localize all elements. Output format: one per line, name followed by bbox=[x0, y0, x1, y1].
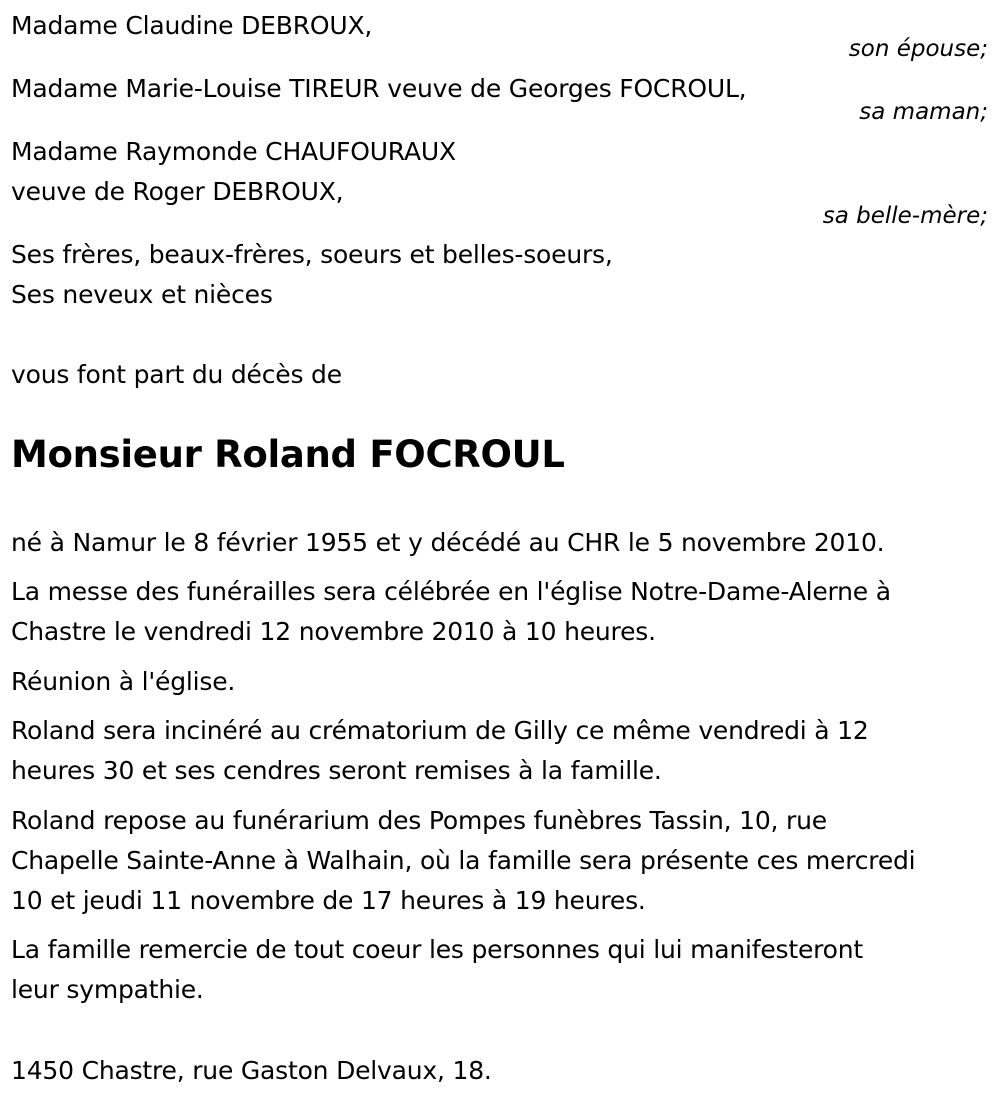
mother-role: sa maman; bbox=[859, 99, 988, 125]
announcement-intro: vous font part du décès de bbox=[11, 360, 342, 389]
mother-name: Madame Marie-Louise TIREUR veuve de Georges FOCROUL, bbox=[11, 74, 747, 103]
funeral-home-line-3: 10 et jeudi 11 novembre de 17 heures à 19 heures. bbox=[11, 886, 646, 915]
meeting-line: Réunion à l'église. bbox=[11, 667, 236, 696]
funeral-home-line-2: Chapelle Sainte-Anne à Walhain, où la famille sera présente ces mercredi bbox=[11, 846, 916, 875]
mother-in-law-widow-of: veuve de Roger DEBROUX, bbox=[11, 177, 344, 206]
cremation-line-2: heures 30 et ses cendres seront remises à la famille. bbox=[11, 756, 662, 785]
birth-death-line: né à Namur le 8 février 1955 et y décédé au CHR le 5 novembre 2010. bbox=[11, 528, 885, 557]
family-address: 1450 Chastre, rue Gaston Delvaux, 18. bbox=[11, 1056, 492, 1085]
thanks-line-1: La famille remercie de tout coeur les personnes qui lui manifesteront bbox=[11, 935, 864, 964]
mass-line-2: Chastre le vendredi 12 novembre 2010 à 10 heures. bbox=[11, 617, 656, 646]
siblings-line: Ses frères, beaux-frères, soeurs et belles-soeurs, bbox=[11, 240, 613, 269]
cremation-line-1: Roland sera incinéré au crématorium de Gilly ce même vendredi à 12 bbox=[11, 716, 869, 745]
nephews-line: Ses neveux et nièces bbox=[11, 280, 273, 309]
funeral-home-line-1: Roland repose au funérarium des Pompes funèbres Tassin, 10, rue bbox=[11, 806, 827, 835]
thanks-line-2: leur sympathie. bbox=[11, 975, 204, 1004]
mother-in-law-role: sa belle-mère; bbox=[822, 203, 988, 229]
mother-in-law-name: Madame Raymonde CHAUFOURAUX bbox=[11, 137, 456, 166]
spouse-role: son épouse; bbox=[848, 36, 988, 62]
deceased-name: Monsieur Roland FOCROUL bbox=[11, 433, 565, 476]
mass-line-1: La messe des funérailles sera célébrée en l'église Notre-Dame-Alerne à bbox=[11, 577, 891, 606]
spouse-name: Madame Claudine DEBROUX, bbox=[11, 11, 373, 40]
